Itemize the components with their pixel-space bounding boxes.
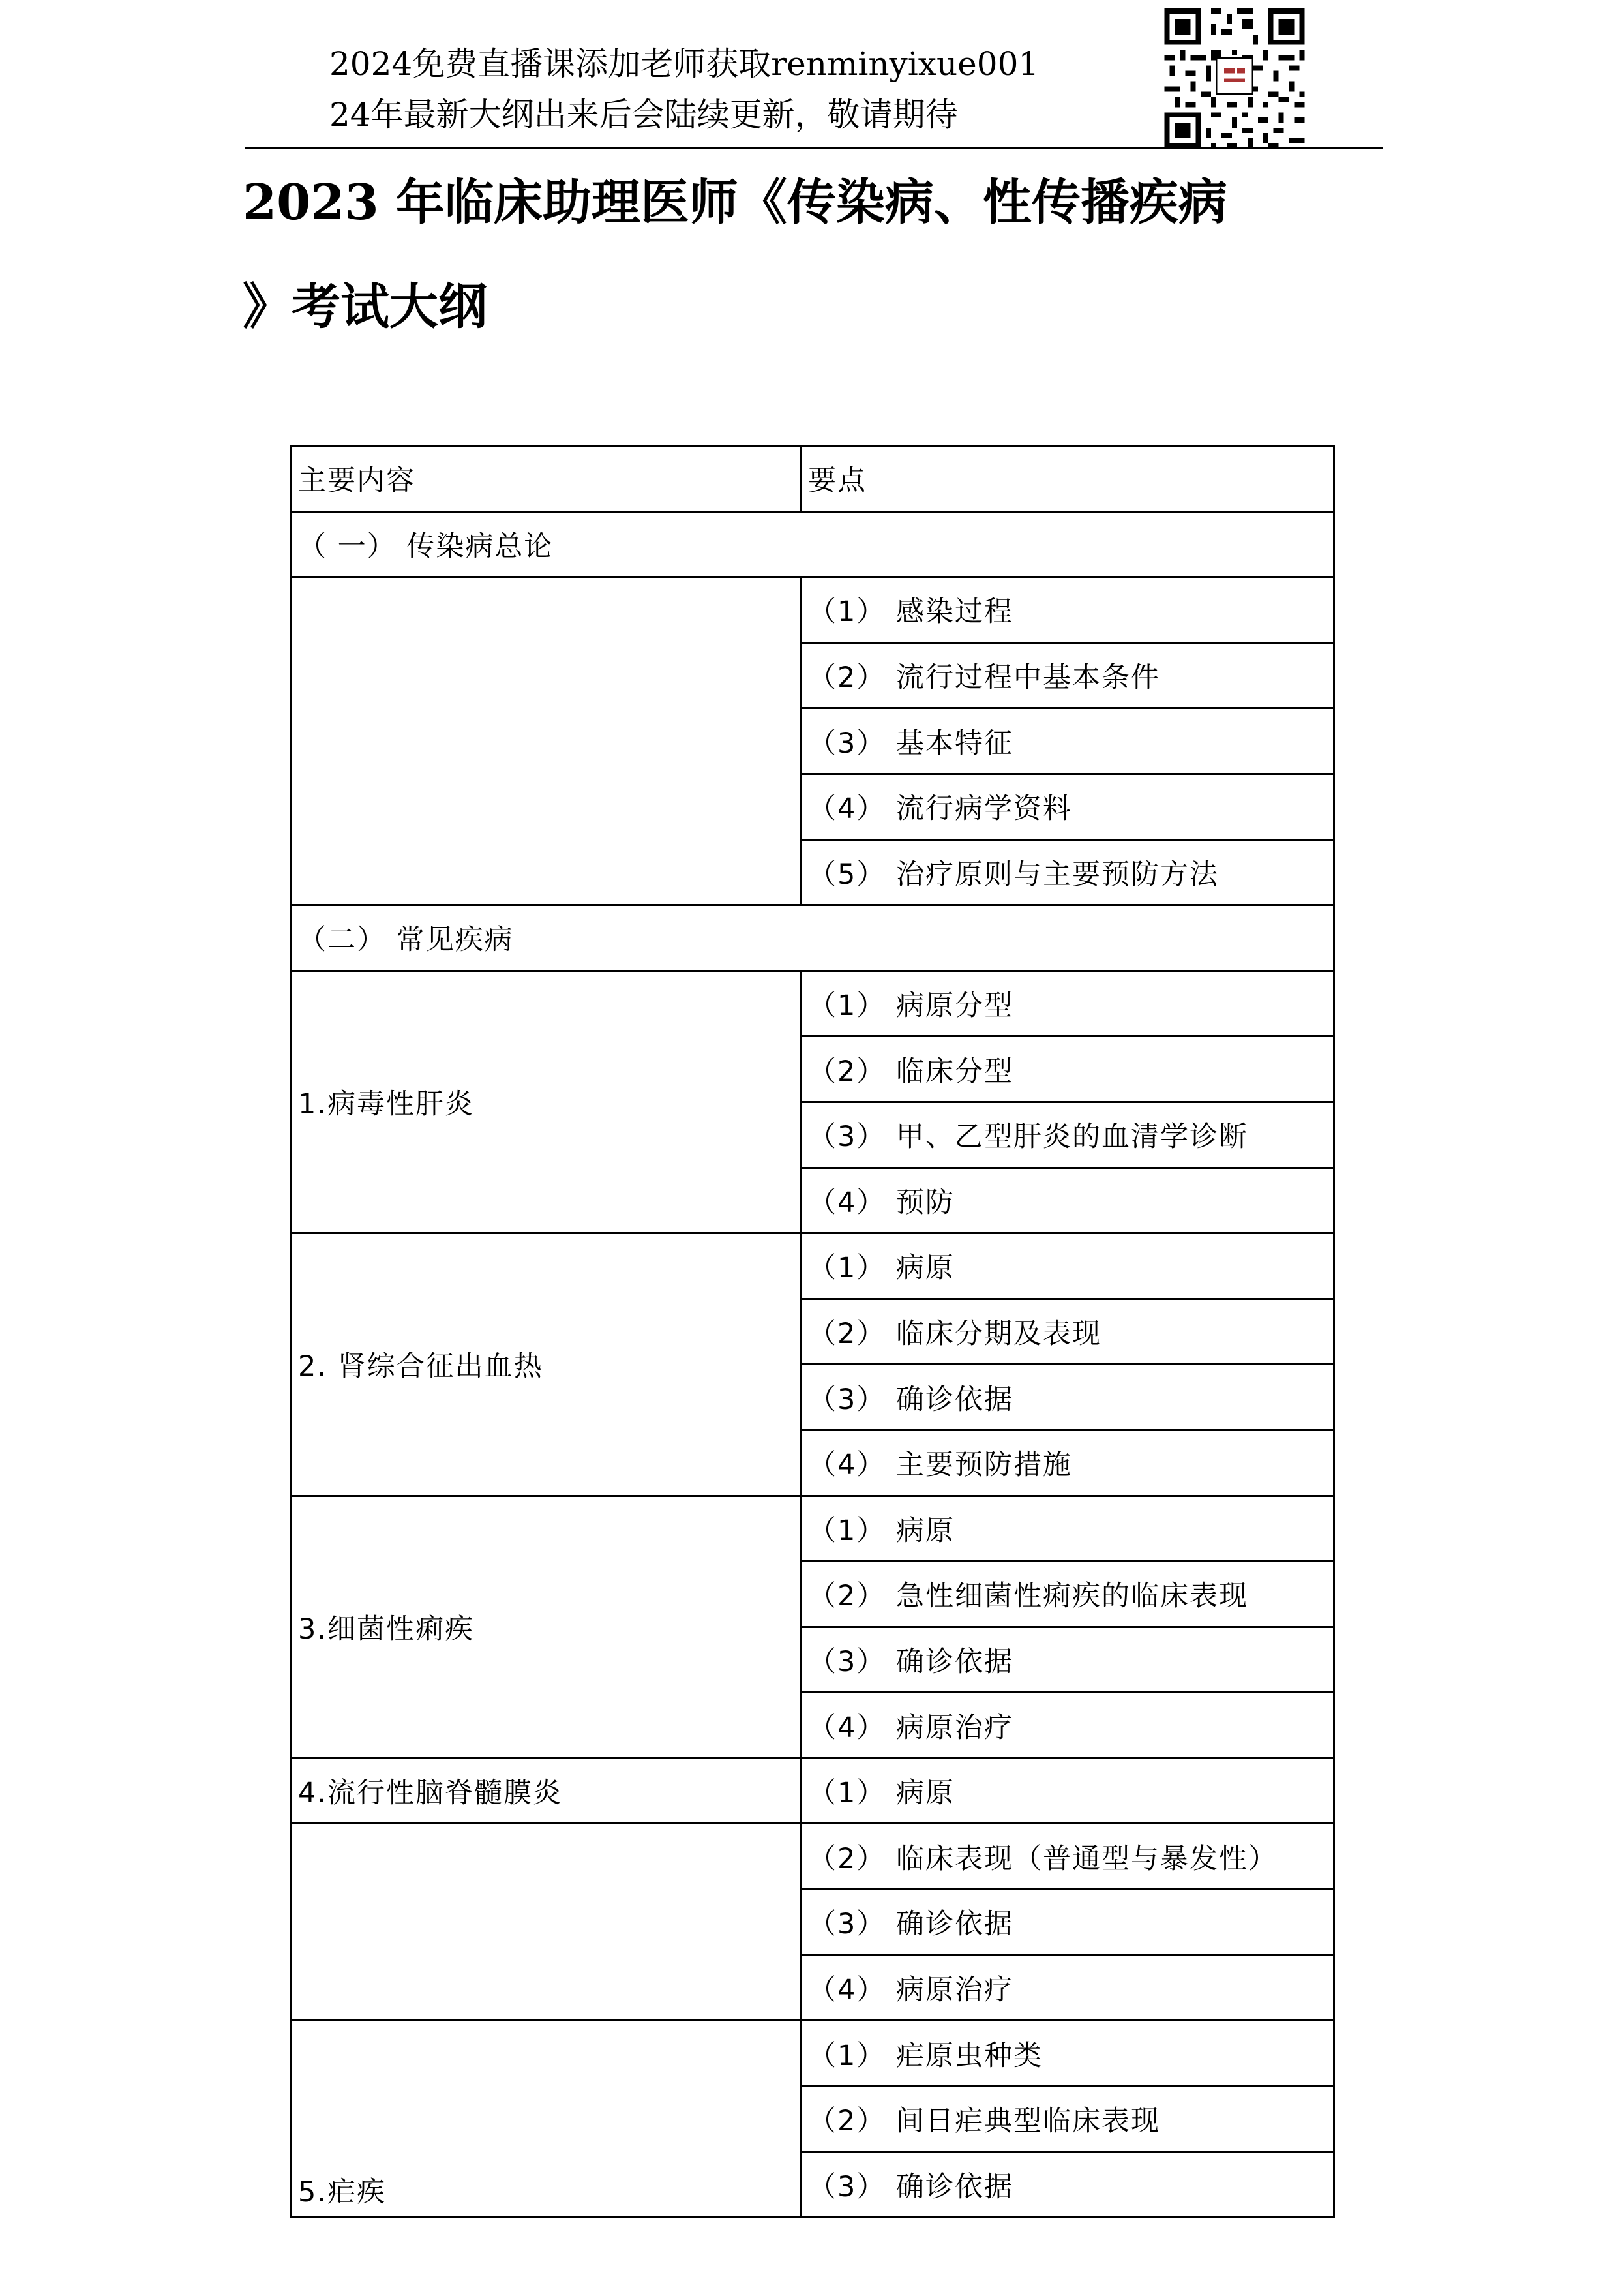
table-row — [291, 1496, 1334, 1562]
point-cell: （1） 病原 — [801, 1758, 1334, 1824]
column-header-points: 要点 — [801, 446, 1334, 512]
point-cell: （2） 临床表现（普通型与暴发性） — [801, 1824, 1334, 1890]
disease-name-cell: 2. 肾综合征出血热 — [291, 1233, 801, 1496]
point-cell: （4） 主要预防措施 — [801, 1430, 1334, 1496]
header-rule — [245, 147, 1383, 149]
point-cell: （2） 急性细菌性痢疾的临床表现 — [801, 1562, 1334, 1627]
point-cell: （4） 病原治疗 — [801, 1955, 1334, 2021]
column-header-content: 主要内容 — [291, 446, 801, 512]
point-cell: （3） 确诊依据 — [801, 2152, 1334, 2218]
section-heading-general: （ 一） 传染病总论 — [291, 511, 1334, 577]
section-row — [291, 905, 1334, 971]
table-header-row — [291, 446, 1334, 512]
point-cell: （1） 病原分型 — [801, 971, 1334, 1036]
point-cell: （2） 间日疟典型临床表现 — [801, 2086, 1334, 2152]
section-row — [291, 511, 1334, 577]
page-header — [0, 0, 1618, 151]
point-cell: （4） 流行病学资料 — [801, 774, 1334, 839]
disease-name-cell: 1.病毒性肝炎 — [291, 971, 801, 1233]
qr-code-icon — [1158, 3, 1311, 154]
point-cell: （4） 预防 — [801, 1168, 1334, 1233]
title-line-1: 2023 年临床助理医师《传染病、性传播疾病 — [243, 174, 1227, 231]
outline-table — [290, 445, 1335, 2218]
point-cell: （2） 临床分期及表现 — [801, 1299, 1334, 1365]
point-cell: （2） 临床分型 — [801, 1036, 1334, 1102]
point-cell: （3） 确诊依据 — [801, 1365, 1334, 1430]
point-cell: （3） 基本特征 — [801, 708, 1334, 774]
table-row — [291, 1824, 1334, 1890]
table-row — [291, 1233, 1334, 1299]
promo-line-2: 24年最新大纲出来后会陆续更新，敬请期待 — [329, 96, 958, 134]
point-cell: （1） 疟原虫种类 — [801, 2021, 1334, 2087]
point-cell: （1） 病原 — [801, 1496, 1334, 1562]
point-cell: （3） 甲、乙型肝炎的血清学诊断 — [801, 1102, 1334, 1168]
point-cell: （5） 治疗原则与主要预防方法 — [801, 839, 1334, 905]
point-cell: （1） 感染过程 — [801, 577, 1334, 643]
table-row — [291, 1758, 1334, 1824]
table-row — [291, 2021, 1334, 2087]
point-cell: （1） 病原 — [801, 1233, 1334, 1299]
content-cell-empty — [291, 1824, 801, 2021]
point-cell: （3） 确诊依据 — [801, 1627, 1334, 1693]
content-cell-empty — [291, 577, 801, 905]
point-cell: （3） 确诊依据 — [801, 1890, 1334, 1956]
section-heading-common: （二） 常见疾病 — [291, 905, 1334, 971]
table-row — [291, 971, 1334, 1036]
document-title — [243, 150, 1377, 359]
table-row — [291, 577, 1334, 643]
point-cell: （2） 流行过程中基本条件 — [801, 642, 1334, 708]
disease-name-cell: 4.流行性脑脊髓膜炎 — [291, 1758, 801, 1824]
point-cell: （4） 病原治疗 — [801, 1693, 1334, 1759]
disease-name-cell: 3.细菌性痢疾 — [291, 1496, 801, 1758]
disease-name-cell: 5.疟疾 — [291, 2021, 801, 2218]
title-line-2: 》考试大纲 — [243, 278, 488, 335]
promo-line-1: 2024免费直播课添加老师获取renminyixue001 — [329, 45, 1040, 83]
